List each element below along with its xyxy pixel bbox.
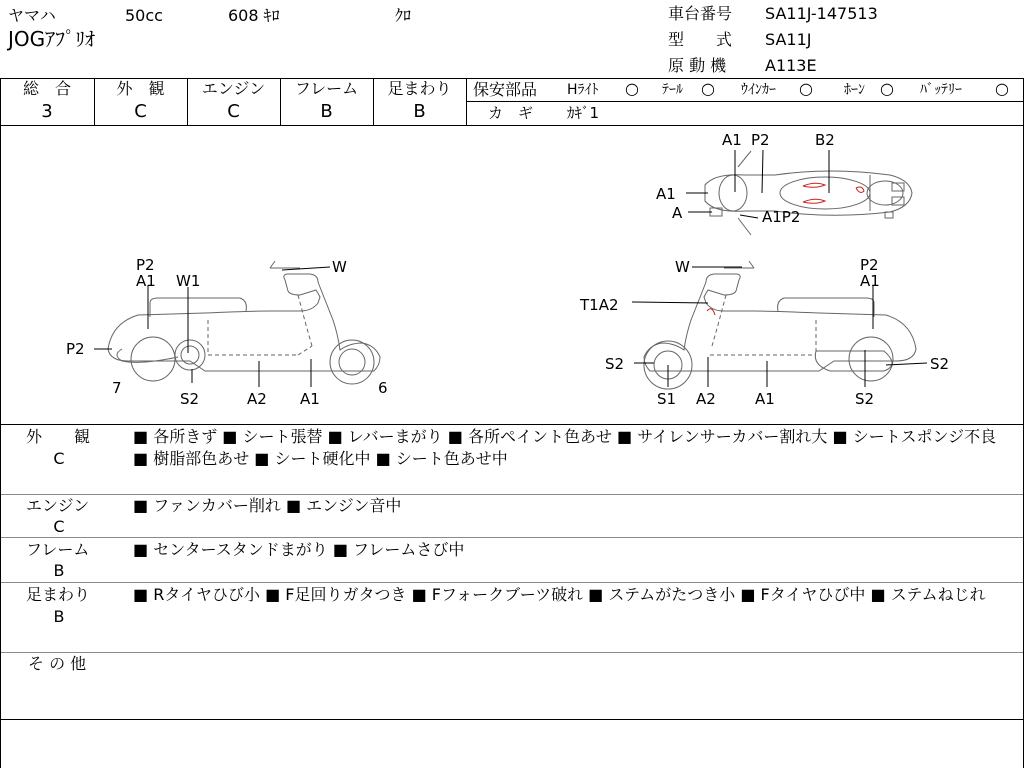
label-left-a1-top: A1: [136, 272, 156, 290]
label-right-a1: A1: [755, 390, 775, 408]
safety-item-headlight: Hﾗｲﾄ: [567, 82, 599, 98]
divider: [0, 652, 1024, 653]
label-top-a: A: [672, 204, 683, 222]
label-left-6: 6: [378, 379, 388, 397]
safety-item-horn: ﾎｰﾝ: [844, 82, 865, 98]
label-top-a1-left: A1: [656, 185, 676, 203]
safety-mark-winker: ○: [799, 79, 813, 98]
label-right-s2: S2: [930, 355, 950, 373]
divider: [0, 582, 1024, 583]
label-right-w: W: [675, 258, 690, 276]
safety-item-tail: ﾃｰﾙ: [662, 82, 683, 98]
section-label: そ の 他: [28, 654, 87, 673]
label-left-a2: A2: [247, 390, 267, 408]
grade-engine: C: [227, 101, 240, 122]
maker: ヤマハ: [8, 6, 56, 25]
section-grade: C: [53, 517, 65, 536]
label-left-7: 7: [112, 379, 122, 397]
safety-item-battery: ﾊﾞｯﾃﾘｰ: [920, 82, 962, 98]
label-left-p2: P2: [66, 340, 85, 358]
label-left-w: W: [332, 258, 347, 276]
label-right-t1a2: T1A2: [580, 296, 619, 314]
label-left-w1: W1: [176, 272, 201, 290]
grade-exterior: C: [134, 101, 147, 122]
divider: [0, 719, 1024, 720]
divider: [466, 101, 1024, 102]
label-top-p2: P2: [751, 131, 770, 149]
mileage: 608 ｷﾛ: [228, 6, 280, 25]
section-text: ■ ファンカバー削れ ■ エンジン音中: [133, 496, 402, 515]
grade-header-exterior: 外 観: [116, 79, 165, 98]
divider: [0, 424, 1024, 425]
engine-label: 原 動 機: [668, 56, 727, 75]
label-right-s1: S1: [657, 390, 677, 408]
grade-suspension: B: [413, 101, 426, 122]
section-grade: B: [53, 561, 65, 580]
label-top-a1p2: A1P2: [762, 208, 801, 226]
type-value: SA11J: [765, 30, 812, 49]
section-text: ■ Rタイヤひび小 ■ F足回りガタつき ■ Fフォークブーツ破れ ■ ステムがたつき小 ■ Fタイヤひび中 ■ ステムねじれ: [133, 585, 986, 604]
safety-mark-battery: ○: [995, 79, 1009, 98]
label-left-s2: S2: [180, 390, 200, 408]
damage-diagram: [0, 125, 1024, 424]
label-right-a1-top: A1: [860, 272, 880, 290]
grade-frame: B: [320, 101, 333, 122]
type-label: 型 式: [668, 30, 733, 49]
frame-no: SA11J-147513: [765, 4, 878, 23]
section-grade: B: [53, 607, 65, 626]
safety-label: 保安部品: [473, 80, 538, 99]
divider: [0, 537, 1024, 538]
grade-header-suspension: 足まわり: [387, 79, 452, 98]
grade-overall: 3: [41, 101, 53, 122]
label-right-a2: A2: [696, 390, 716, 408]
engine-value: A113E: [765, 56, 817, 75]
label-right-p2-top: P2: [860, 256, 879, 274]
section-grade: C: [53, 449, 65, 468]
label-left-p2-top: P2: [136, 256, 155, 274]
top-view-scooter: [705, 151, 912, 235]
frame-no-label: 車台番号: [668, 4, 733, 23]
section-text: ■ 各所きず ■ シート張替 ■ レバーまがり ■ 各所ペイント色あせ ■ サイレンサーカバー割れ大 ■ シートスポンジ不良 ■ 樹脂部色あせ ■ シート硬化中 ■ シート色あせ中: [133, 427, 997, 468]
grade-header-frame: フレーム: [294, 79, 359, 98]
safety-item-winker: ｳｲﾝｶｰ: [741, 82, 776, 98]
safety-mark-headlight: ○: [625, 79, 639, 98]
label-right-s2-bottom: S2: [855, 390, 875, 408]
section-label: 外 観: [26, 427, 91, 446]
label-top-b2: B2: [815, 131, 835, 149]
color: ｸﾛ: [395, 6, 412, 25]
label-top-a1: A1: [722, 131, 742, 149]
displacement: 50cc: [125, 6, 163, 25]
section-label: フレーム: [26, 540, 90, 559]
section-text: ■ センタースタンドまがり ■ フレームさび中: [133, 540, 465, 559]
model-name: JOGｱﾌﾟﾘｵ: [8, 27, 96, 51]
key-label: カ ギ: [488, 104, 534, 122]
label-left-a1: A1: [300, 390, 320, 408]
safety-mark-tail: ○: [701, 79, 715, 98]
label-right-s2-left: S2: [605, 355, 625, 373]
section-label: 足まわり: [26, 585, 91, 604]
key-value: ｶｷﾞ1: [567, 104, 600, 122]
grade-header-overall: 総 合: [22, 79, 71, 98]
section-label: エンジン: [26, 496, 90, 515]
safety-mark-horn: ○: [880, 79, 894, 98]
grade-header-engine: エンジン: [201, 79, 266, 98]
divider: [466, 78, 467, 125]
